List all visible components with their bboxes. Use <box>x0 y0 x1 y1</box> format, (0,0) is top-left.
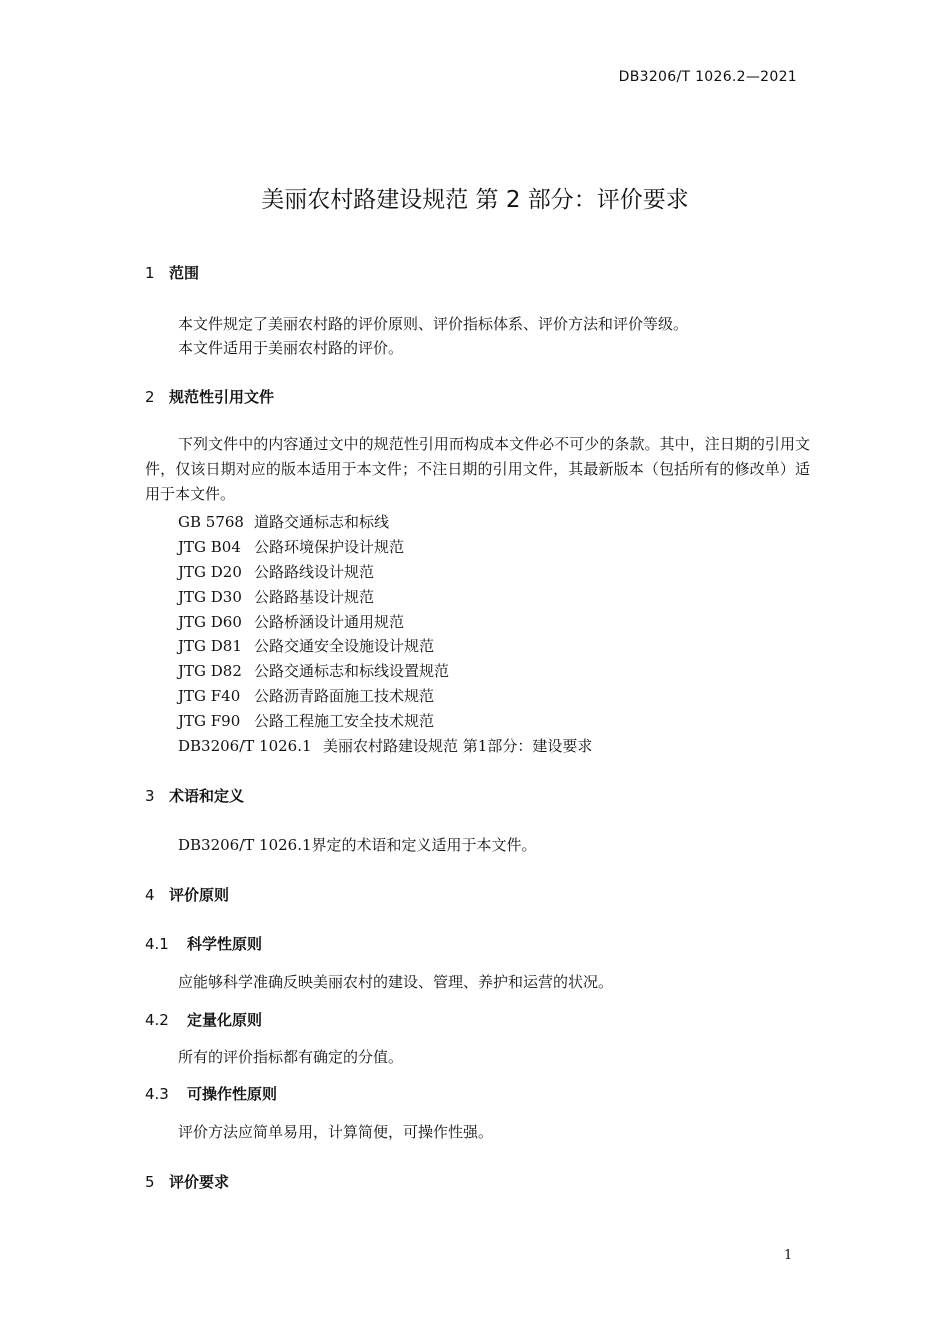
section-4-3-text: 评价方法应简单易用，计算简便，可操作性强。 <box>178 1123 494 1141</box>
section-3-heading <box>145 785 244 806</box>
reference-item <box>178 536 404 557</box>
page-number: 1 <box>784 1248 793 1263</box>
ref-code: JTG D20 <box>178 563 242 581</box>
ref-name: 公路交通安全设施设计规范 <box>254 637 435 655</box>
section-number: 4.1 <box>145 935 169 953</box>
section-number: 1 <box>145 264 155 282</box>
ref-code: JTG B04 <box>178 538 241 556</box>
ref-code: JTG D82 <box>178 662 242 680</box>
section-4-2-text: 所有的评价指标都有确定的分值。 <box>178 1048 404 1066</box>
ref-code: DB3206/T 1026.1 <box>178 737 312 755</box>
reference-item <box>178 735 592 756</box>
ref-name: 美丽农村路建设规范 第1部分：建设要求 <box>323 737 593 755</box>
section-4-heading <box>145 884 229 905</box>
ref-name: 公路交通标志和标线设置规范 <box>254 662 450 680</box>
section-number: 4.2 <box>145 1011 169 1029</box>
ref-name: 公路工程施工安全技术规范 <box>254 712 435 730</box>
section-5-heading <box>145 1171 229 1192</box>
section-3-text: DB3206/T 1026.1界定的术语和定义适用于本文件。 <box>178 836 537 854</box>
section-title: 可操作性原则 <box>187 1085 278 1103</box>
section-number: 4 <box>145 886 155 904</box>
section-title: 范围 <box>169 264 200 282</box>
section-4-1-text: 应能够科学准确反映美丽农村的建设、管理、养护和运营的状况。 <box>178 973 614 991</box>
reference-item <box>178 660 449 681</box>
page-title: 美丽农村路建设规范 第 2 部分：评价要求 <box>261 187 689 213</box>
ref-name: 道路交通标志和标线 <box>254 513 390 531</box>
section-1-heading <box>145 262 199 283</box>
ref-code: JTG F90 <box>178 712 241 730</box>
section-1-line: 本文件规定了美丽农村路的评价原则、评价指标体系、评价方法和评价等级。 <box>178 315 689 333</box>
reference-item <box>178 710 434 731</box>
ref-code: GB 5768 <box>178 513 244 531</box>
section-title: 科学性原则 <box>187 935 263 953</box>
section-number: 4.3 <box>145 1085 169 1103</box>
ref-code: JTG D81 <box>178 637 242 655</box>
reference-item <box>178 685 434 706</box>
section-title: 规范性引用文件 <box>169 388 275 406</box>
section-4-1-heading <box>145 933 262 954</box>
reference-item <box>178 586 374 607</box>
section-title: 术语和定义 <box>169 787 245 805</box>
section-4-2-heading <box>145 1009 262 1030</box>
ref-name: 公路路基设计规范 <box>254 588 375 606</box>
ref-name: 公路桥涵设计通用规范 <box>254 613 405 631</box>
section-title: 评价要求 <box>169 1173 230 1191</box>
section-number: 3 <box>145 787 155 805</box>
ref-code: JTG F40 <box>178 687 241 705</box>
section-1-line: 本文件适用于美丽农村路的评价。 <box>178 339 404 357</box>
reference-item <box>178 511 389 532</box>
ref-name: 公路路线设计规范 <box>254 563 375 581</box>
reference-item <box>178 611 404 632</box>
section-number: 2 <box>145 388 155 406</box>
section-2-heading <box>145 386 274 407</box>
ref-name: 公路沥青路面施工技术规范 <box>254 687 435 705</box>
reference-item <box>178 635 434 656</box>
doc-number-header: DB3206/T 1026.2—2021 <box>618 69 797 85</box>
ref-code: JTG D60 <box>178 613 242 631</box>
section-4-3-heading <box>145 1083 277 1104</box>
section-title: 定量化原则 <box>187 1011 263 1029</box>
ref-code: JTG D30 <box>178 588 242 606</box>
reference-item <box>178 561 374 582</box>
ref-name: 公路环境保护设计规范 <box>254 538 405 556</box>
section-number: 5 <box>145 1173 155 1191</box>
section-2-intro: 下列文件中的内容通过文中的规范性引用而构成本文件必不可少的条款。其中，注日期的引用文件，仅该日期对应的版本适用于本文件；不注日期的引用文件，其最新版本（包括所有的修改单）适用于本文件。 <box>145 435 810 503</box>
section-title: 评价原则 <box>169 886 230 904</box>
